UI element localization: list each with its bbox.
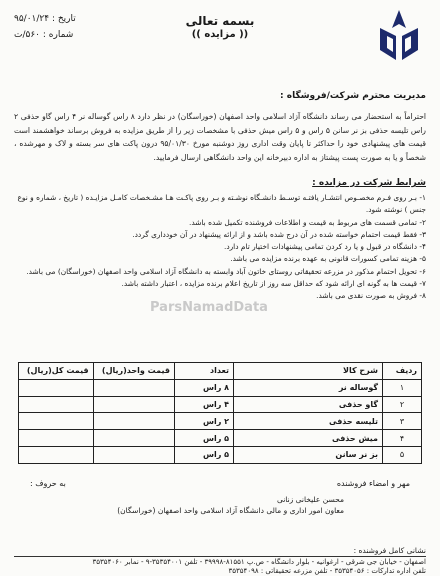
watermark-text: ParsNamadData [150, 300, 268, 315]
condition-item: ۲- تمامی قسمت های مربوط به قیمت و اطلاعات فروشنده تکمیل شده باشد. [189, 217, 426, 227]
row-number: ۵ [383, 446, 422, 463]
number-label: شماره : ۵۶۰/ت [14, 30, 74, 40]
condition-item: ۴- دانشگاه در قبول و یا رد کردن تمامی پیشنهادات اختیار تام دارد. [223, 242, 426, 252]
table-row [19, 430, 422, 447]
addressee-line: مدیریت محترم شرکت/فروشگاه : [280, 91, 426, 101]
condition-item: ۵- هزینه تمامی کسورات قانونی به عهده برنده مزایده می باشد. [230, 254, 426, 264]
item-name: میش حذفی [234, 430, 383, 447]
item-quantity: ۵ راس [175, 446, 234, 463]
row-number: ۴ [383, 430, 422, 447]
condition-item: ۶- تحویل احتمام مذکور در مزرعه تحقیقاتی روستای خاتون آباد وابسته به دانشگاه آزاد اسلامی واحد اصفهان (خوراسگان) می باشد. [26, 266, 426, 276]
footer-divider [14, 556, 426, 557]
table-header-row [19, 363, 422, 380]
table-row [19, 413, 422, 430]
item-name: گاو حذفی [234, 396, 383, 413]
row-number: ۳ [383, 413, 422, 430]
conditions-list [14, 192, 426, 303]
condition-item: ۸- فروش به صورت نقدی می باشد. [316, 291, 426, 301]
condition-item: ۱- بـر روی فـرم مخصـوص انتشـار یافتـه توسـط دانشـگاه نوشـته و بـر روی پاکـت هـا مشـخصات کامـل مزایـده ( تاریخ ، شماره و نوع جنس ) نوشته شود. [17, 193, 426, 215]
item-name: تلیسه حذفی [234, 413, 383, 430]
seller-stamp-label: مهر و امضاء فروشنده [336, 479, 410, 488]
unit-price-cell [93, 413, 174, 430]
total-price-cell [19, 396, 94, 413]
total-price-cell [19, 413, 94, 430]
intro-paragraph: احتراماً به استحضار می رساند دانشگاه آزاد اسلامی واحد اصفهان (خوراسگان) در نظر دارد ۸ راس گوساله نر ۴ راس گاو حذفی ۲ راس تلیسه حذفی بز نر سانن ۵ راس و ۵ راس میش حذفی با مشخصات زیر را از طریق مزایده به فروش برساند خواهشمند است قیمت های پیشنهادی خود را حداکثر تا پایان وقت اداری روز دوشنبه مورخ ۹۵/۰۱/۳۰ درون پاکت های سر بسته و لاک و مهرشده ، شخصاً و یا به صورت پست پیشتاز به اداره دبیرخانه این واحد دانشگاهی ارسال فرمایید. [14, 112, 426, 162]
total-price-cell [19, 379, 94, 396]
item-name: بز نر سانن [234, 446, 383, 463]
item-quantity: ۸ راس [175, 379, 234, 396]
items-table [18, 362, 422, 464]
unit-price-cell [93, 396, 174, 413]
signer-block [117, 494, 344, 516]
seller-address-label: نشانی کامل فروشنده : [353, 546, 426, 555]
table-row [19, 396, 422, 413]
condition-item: ۳- فقط قیمت احتمام خواسته شده در آن درج شده باشد و از ارائه پیشنهاد در آن خودداری گردد. [132, 229, 426, 239]
row-number: ۱ [383, 379, 422, 396]
conditions-title: شرایط شرکت در مزایده : [312, 178, 426, 188]
header-item-description: شرح کالا [234, 363, 383, 380]
header-total-price: قیمت کل(ریال) [19, 363, 94, 380]
item-quantity: ۲ راس [175, 413, 234, 430]
item-quantity: ۵ راس [175, 430, 234, 447]
signer-name: محسن علیخانی زنانی [276, 495, 344, 504]
university-logo-icon [370, 6, 428, 64]
unit-price-cell [93, 379, 174, 396]
header-unit-price: قیمت واحد(ریال) [93, 363, 174, 380]
row-number: ۲ [383, 396, 422, 413]
document-subtitle: (( مزایده )) [191, 29, 249, 40]
item-quantity: ۴ راس [175, 396, 234, 413]
document-heading: بسمه تعالی [185, 14, 255, 28]
table-row [19, 379, 422, 396]
header-row-number: ردیف [383, 363, 422, 380]
total-price-cell [19, 446, 94, 463]
unit-price-cell [93, 446, 174, 463]
header-quantity: تعداد [175, 363, 234, 380]
signer-title: معاون امور اداری و مالی دانشگاه آزاد اسلامی واحد اصفهان (خوراسگان) [117, 506, 344, 515]
footer-phones: تلفن اداره تدارکات : ۳۵۳۵۴۰۵۶ - تلفن مزرعه تحقیقاتی : ۳۵۳۵۴۰۹۸ [228, 567, 426, 575]
amount-in-words-label: به حروف : [30, 479, 66, 488]
table-row [19, 446, 422, 463]
date-label: تاریخ : ۹۵/۰۱/۲۴ [14, 14, 76, 24]
footer-address: اصفهان - خیابان جی شرقی - ارغوانیه - بلوار دانشگاه - ص.پ ۸۱۵۵۱-۳۹۹۹۸ - تلفن ۳۵۳۵۴۰۰۱-۹ - نمابر ۳۵۳۵۴۰۶۰ [92, 558, 426, 566]
item-name: گوساله نر [234, 379, 383, 396]
unit-price-cell [93, 430, 174, 447]
total-price-cell [19, 430, 94, 447]
condition-item: ۷- قیمت ها به گونه ای ارائه شود که حداقل سه روز از تاریخ اعلام برنده مزایده ، اعتبار داشته باشد. [121, 279, 426, 289]
